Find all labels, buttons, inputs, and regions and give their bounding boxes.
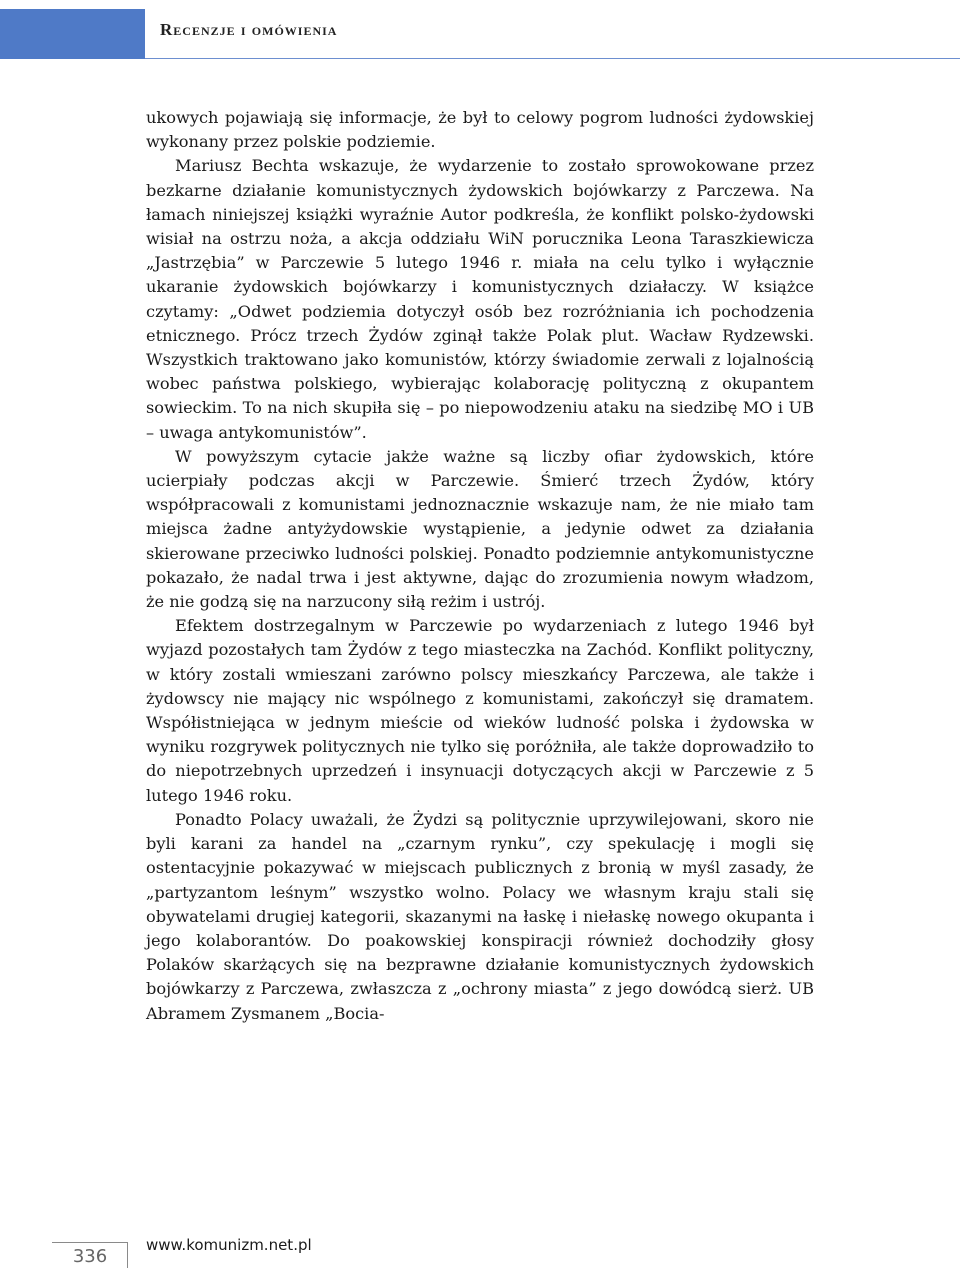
header-divider <box>145 58 960 59</box>
page-number: 336 <box>72 1246 108 1267</box>
paragraph-4: Efektem dostrzegalnym w Parczewie po wydarzeniach z lutego 1946 był wyjazd pozostałych tam Żydów z tego miasteczka na Zachód. Konflikt polityczny, w który zostali wmieszani zarówno polscy mieszkańcy Parczewa, ale także i żydowscy nie mający nic wspólnego z komunistami, zakończył się dramatem. Współistniejąca w jednym mieście od wieków ludność polska i żydowska w wyniku rozgrywek politycznych nie tylko się poróżniła, ale także doprowadziło to do niepotrzebnych uprzedzeń i insynuacji dotyczących akcji w Parczewie z 5 lutego 1946 roku. <box>146 616 814 805</box>
paragraph-5: Ponadto Polacy uważali, że Żydzi są politycznie uprzywilejowani, skoro nie byli karani za handel na „czarnym rynku”, czy spekulację i mogli się ostentacyjnie pokazywać w miejscach publicznych z bronią w myśl zasady, że „partyzantom leśnym” wszystko wolno. Polacy we własnym kraju stali się obywatelami drugiej kategorii, skazanymi na łaskę i niełaskę nowego okupanta i jego kolaborantów. Do poakowskiej konspiracji również dochodziły głosy Polaków skarżących się na bezprawne działanie komunistycznych żydowskich bojówkarzy z Parczewa, zwłaszcza z „ochrony miasta” z jego dowódcą sierż. UB Abramem Zysmanem „Bocia- <box>146 809 814 1023</box>
section-title: Recenzje i omówienia <box>160 20 338 39</box>
article-body <box>146 106 814 1026</box>
paragraph-2: Mariusz Bechta wskazuje, że wydarzenie to zostało sprowokowane przez bezkarne działanie komunistycznych żydowskich bojówkarzy z Parczewa. Na łamach niniejszej książki wyraźnie Autor podkreśla, że konflikt polsko-żydowski wisiał na ostrzu noża, a akcja oddziału WiN porucznika Leona Taraszkiewicza „Jastrzębia” w Parczewie 5 lutego 1946 r. miała na celu tylko i wyłącznie ukaranie żydowskich bojówkarzy i komunistycznych działaczy. W książce czytamy: „Odwet podziemia dotyczył osób bez rozróżniania ich pochodzenia etnicznego. Prócz trzech Żydów zginął także Polak plut. Wacław Rydzewski. Wszystkich traktowano jako komunistów, którzy świadomie zerwali z lojalnością wobec państwa polskiego, wybierając kolaborację polityczną z okupantem sowieckim. To na nich skupiła się – po niepowodzeniu ataku na siedzibę MO i UB – uwaga antykomunistów”. <box>146 156 814 442</box>
paragraph-3: W powyższym cytacie jakże ważne są liczby ofiar żydowskich, które ucierpiały podczas akcji w Parczewie. Śmierć trzech Żydów, który współpracowali z komunistami jednoznacznie wskazuje nam, że nie miało tam miejsca żadne antyżydowskie wystąpienie, a jedynie odwet za działania skierowane przeciwko ludności polskiej. Ponadto podziemnie antykomunistyczne pokazało, że nadal trwa i jest aktywne, dając do zrozumienia nowym władzom, że nie godzą się na narzucony siłą reżim i ustrój. <box>146 446 814 612</box>
paragraph-1: ukowych pojawiają się informacje, że był to celowy pogrom ludności żydowskiej wykonany przez polskie podziemie. <box>146 108 814 152</box>
header-color-block <box>0 9 145 59</box>
website-url: www.komunizm.net.pl <box>146 1236 312 1254</box>
